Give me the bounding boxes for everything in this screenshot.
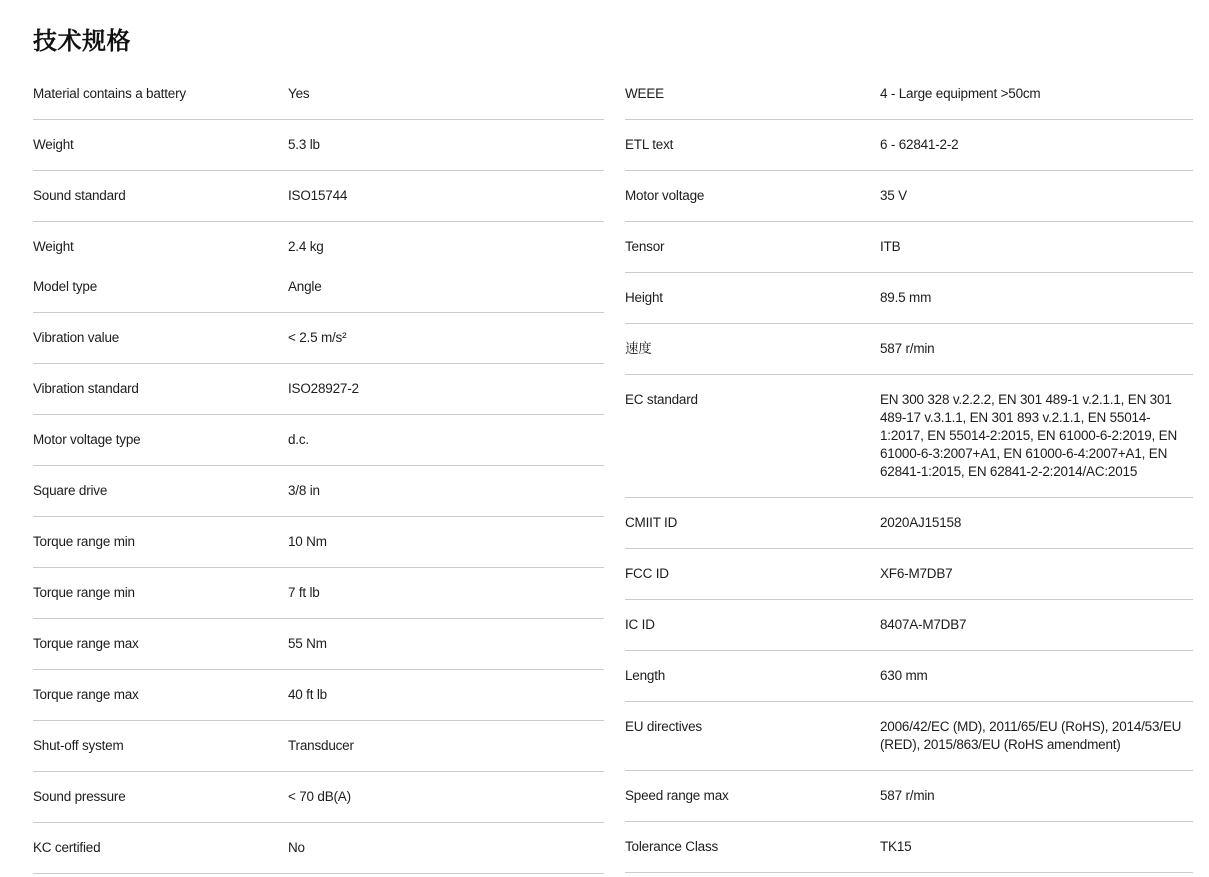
spec-row [625, 120, 1193, 171]
spec-pair [33, 839, 604, 857]
spec-value: XF6-M7DB7 [880, 566, 953, 581]
spec-label: Sound standard [33, 188, 126, 203]
spec-row [625, 171, 1193, 222]
spec-column-1 [33, 69, 604, 874]
spec-label: Torque range min [33, 585, 135, 600]
spec-row [625, 375, 1193, 498]
spec-row [33, 69, 604, 120]
spec-row [625, 498, 1193, 549]
spec-value: ISO28927-2 [288, 381, 359, 396]
spec-row [33, 466, 604, 517]
spec-value: 7 ft lb [288, 585, 320, 600]
spec-pair [33, 380, 604, 398]
spec-pair [625, 787, 1193, 805]
spec-value: 630 mm [880, 668, 928, 683]
spec-row [625, 222, 1193, 273]
spec-row [33, 772, 604, 823]
spec-label: Tensor [625, 239, 665, 254]
spec-pair [625, 718, 1193, 754]
spec-value: 89.5 mm [880, 290, 932, 305]
spec-columns [33, 69, 1193, 874]
spec-row [625, 600, 1193, 651]
spec-row [33, 120, 604, 171]
spec-label: EU directives [625, 719, 702, 734]
spec-label: Torque range max [33, 687, 139, 702]
spec-pair [33, 635, 604, 653]
spec-label: Model type [33, 279, 98, 294]
spec-label: Weight [33, 239, 74, 254]
spec-pair [33, 686, 604, 704]
spec-pair [625, 667, 1193, 685]
spec-row [625, 771, 1193, 822]
spec-row [33, 364, 604, 415]
spec-value: 40 ft lb [288, 687, 327, 702]
spec-value: 587 r/min [880, 341, 935, 356]
spec-value: 5.3 lb [288, 137, 320, 152]
spec-value: Transducer [288, 738, 354, 753]
spec-row [33, 517, 604, 568]
spec-label: Vibration standard [33, 381, 139, 396]
spec-label: 速度 [625, 341, 652, 356]
spec-label: IC ID [625, 617, 655, 632]
spec-pair [33, 238, 604, 256]
spec-label: Height [625, 290, 663, 305]
spec-row [33, 313, 604, 364]
spec-pair [33, 329, 604, 347]
spec-pair [33, 431, 604, 449]
spec-label: Motor voltage type [33, 432, 141, 447]
spec-pair [625, 616, 1193, 634]
spec-value: 6 - 62841-2-2 [880, 137, 959, 152]
spec-label: Square drive [33, 483, 108, 498]
spec-label: Torque range min [33, 534, 135, 549]
spec-row [625, 651, 1193, 702]
spec-value: 35 V [880, 188, 907, 203]
spec-value: Yes [288, 86, 310, 101]
spec-label: Motor voltage [625, 188, 705, 203]
spec-row [33, 670, 604, 721]
spec-label: Material contains a battery [33, 86, 186, 101]
spec-row [33, 415, 604, 466]
spec-row [33, 171, 604, 222]
spec-column-2 [625, 69, 1193, 873]
spec-value: 4 - Large equipment >50cm [880, 86, 1041, 101]
spec-label: Weight [33, 137, 74, 152]
spec-row [625, 549, 1193, 600]
spec-pair [33, 136, 604, 154]
spec-pair [33, 533, 604, 551]
spec-value: < 70 dB(A) [288, 789, 351, 804]
spec-pair [33, 187, 604, 205]
spec-value: ISO15744 [288, 188, 348, 203]
spec-pair [33, 482, 604, 500]
spec-row [33, 619, 604, 670]
spec-value: 2006/42/EC (MD), 2011/65/EU (RoHS), 2014/53/EU (RED), 2015/863/EU (RoHS amendment) [880, 719, 1182, 752]
spec-pair [625, 838, 1193, 856]
spec-label: EC standard [625, 392, 698, 407]
spec-row [625, 69, 1193, 120]
spec-pair [33, 737, 604, 755]
spec-label: CMIIT ID [625, 515, 678, 530]
spec-row [33, 222, 604, 313]
spec-value: ITB [880, 239, 901, 254]
spec-value: 3/8 in [288, 483, 320, 498]
spec-pair [625, 565, 1193, 583]
spec-label: Tolerance Class [625, 839, 719, 854]
spec-label: Speed range max [625, 788, 729, 803]
spec-label: ETL text [625, 137, 674, 152]
spec-value: 10 Nm [288, 534, 327, 549]
spec-value: No [288, 840, 305, 855]
spec-value: EN 300 328 v.2.2.2, EN 301 489-1 v.2.1.1, EN 301 489-17 v.3.1.1, EN 301 893 v.2.1.1, EN 55014-1:2017, EN 55014-2:2015, EN 61000-6-2:2019, EN 61000-6-3:2007+A1, EN 61000-6-4:2007+A1, EN 62841-1:2015, EN 62841-2-2:2014/AC:2015 [880, 392, 1178, 479]
spec-value: 8407A-M7DB7 [880, 617, 967, 632]
spec-value: < 2.5 m/s² [288, 330, 347, 345]
spec-label: Vibration value [33, 330, 120, 345]
spec-pair [625, 289, 1193, 307]
spec-label: KC certified [33, 840, 101, 855]
spec-value: 2020AJ15158 [880, 515, 962, 530]
spec-label: FCC ID [625, 566, 669, 581]
spec-pair [33, 584, 604, 602]
spec-pair [625, 238, 1193, 256]
spec-value: 2.4 kg [288, 239, 324, 254]
spec-pair [625, 340, 1193, 358]
spec-label: Shut-off system [33, 738, 124, 753]
spec-pair [33, 788, 604, 806]
spec-row [33, 568, 604, 619]
spec-pair [625, 391, 1193, 481]
spec-value: 587 r/min [880, 788, 935, 803]
spec-label: Torque range max [33, 636, 139, 651]
spec-label: Sound pressure [33, 789, 126, 804]
spec-value: Angle [288, 279, 322, 294]
spec-pair [33, 85, 604, 103]
spec-label: WEEE [625, 86, 664, 101]
spec-row [625, 822, 1193, 873]
page-title: 技术规格 [33, 28, 131, 55]
spec-pair [625, 85, 1193, 103]
spec-pair [625, 136, 1193, 154]
spec-value: d.c. [288, 432, 309, 447]
spec-value: TK15 [880, 839, 912, 854]
spec-pair [625, 187, 1193, 205]
spec-pair [33, 278, 604, 296]
spec-row [625, 273, 1193, 324]
spec-value: 55 Nm [288, 636, 327, 651]
spec-row [33, 823, 604, 874]
spec-row [625, 324, 1193, 375]
spec-row [33, 721, 604, 772]
spec-row [625, 702, 1193, 771]
spec-pair [625, 514, 1193, 532]
spec-label: Length [625, 668, 666, 683]
